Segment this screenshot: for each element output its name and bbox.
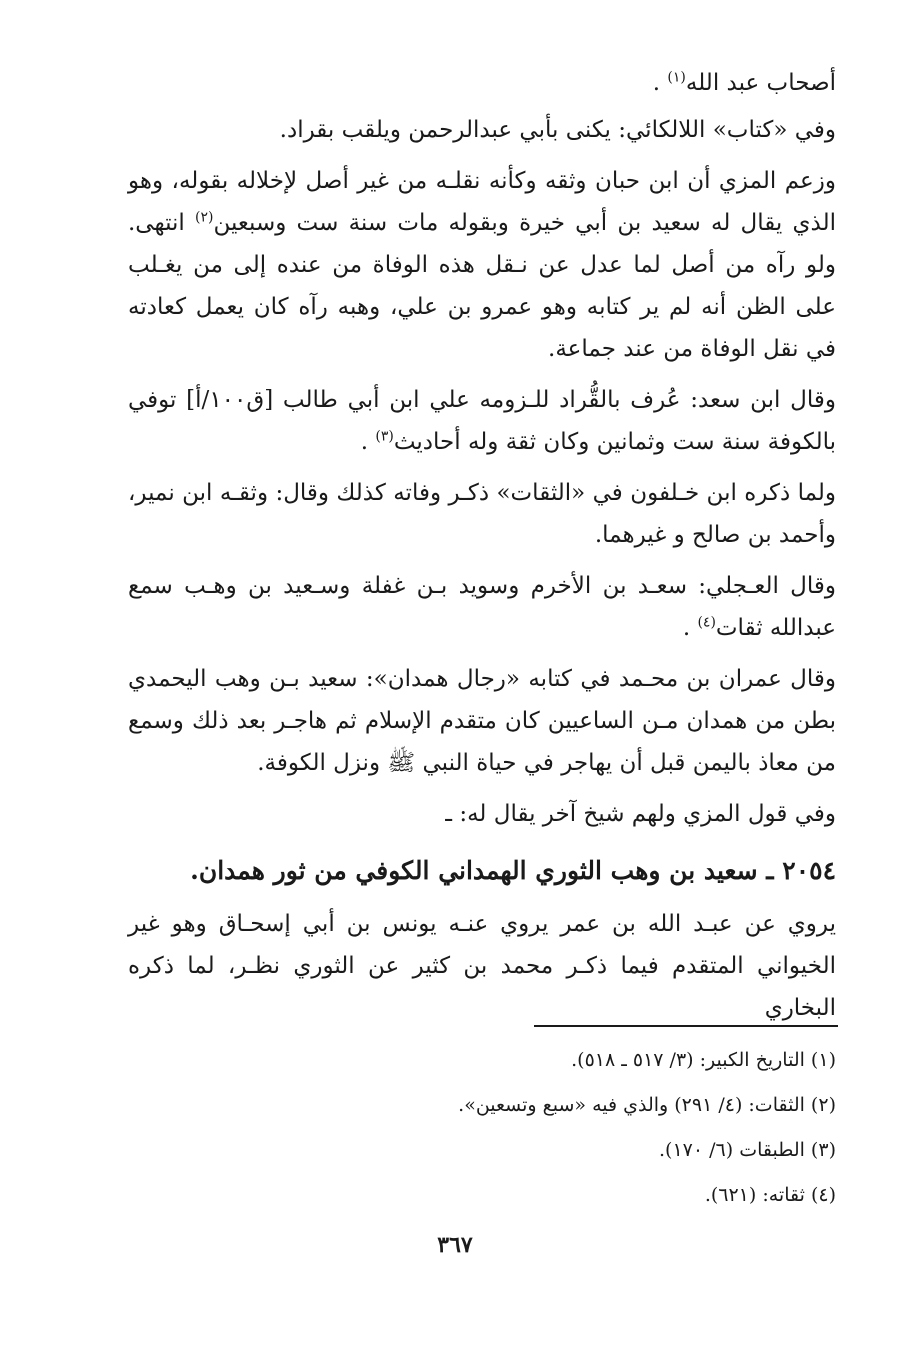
footnote-ref-1: (١) — [667, 69, 686, 86]
footnote-1: (١) التاريخ الكبير: (٣/ ٥١٧ ـ ٥١٨). — [571, 1049, 836, 1071]
entry-heading: ٢٠٥٤ ـ سعيد بن وهب الثوري الهمداني الكوفي من ثور همدان. — [190, 856, 836, 885]
footnote-4: (٤) ثقاته: (٦٢١). — [704, 1184, 836, 1206]
paragraph-6: وقال العـجلي: سعـد بن الأخرم وسويد بـن غفلة وسـعيد بن وهـب سمع عبدالله ثقات$^{(٤)}$ . — [128, 573, 836, 641]
main-text — [128, 62, 836, 1038]
paragraph-3: وزعم المزي أن ابن حبان وثقه وكأنه نقلـه من غير أصل لإخلاله بقوله، وهو الذي يقال له سعيد بن أبي خيرة وبقوله مات سنة ست وسبعين$^{(٢)}$ انتهى. ولو رآه من أصل لما عدل عن نـقل هذه الوفاة من عنده إلى من يغـلب على الظن أنه لم ير كتابه وهو عمرو بن علي، وهبه رآه كان يعمل كعادته في نقل الوفاة من عند جماعة. — [128, 168, 836, 362]
footnote-ref-2: (٢) — [195, 209, 214, 226]
footnote-divider — [534, 1025, 838, 1027]
footnote-3: (٣) الطبقات (٦/ ١٧٠). — [659, 1139, 836, 1161]
paragraph-5: ولما ذكره ابن خـلفون في «الثقات» ذكـر وفاته كذلك وقال: وثقـه ابن نمير، وأحمد بن صالح و غيرهما. — [128, 480, 836, 548]
page-number: ٣٦٧ — [437, 1232, 473, 1258]
footnotes — [136, 1038, 836, 1218]
footnote-ref-3: (٣) — [375, 428, 394, 445]
paragraph-8: وفي قول المزي ولهم شيخ آخر يقال له: ـ — [445, 801, 836, 827]
footnote-ref-4: (٤) — [697, 614, 716, 631]
paragraph-9: يروي عن عبـد الله بن عمر يروي عنـه يونس بن أبي إسحـاق وهو غير الخيواني المتقدم فيما ذكـر محمد بن كثير عن الثوري نظـر، لما ذكره البخاري — [128, 911, 836, 1021]
paragraph-1: أصحاب عبد الله$^{(١)}$ . — [652, 69, 836, 96]
paragraph-2: وفي «كتاب» اللالكائي: يكنى بأبي عبدالرحمن ويلقب بقراد. — [279, 117, 836, 143]
paragraph-4: وقال ابن سعد: عُرف بالقُّراد للـزومه علي ابن أبي طالب [ق١٠٠/أ] توفي بالكوفة سنة ست وثمانين وكان ثقة وله أحاديث$^{(٣)}$ . — [128, 387, 837, 455]
paragraph-7: وقال عمران بن محـمد في كتابه «رجال همدان»: سعيد بـن وهب اليحمدي بطن من همدان مـن الساعيين كان متقدم الإسلام ثم هاجـر بعد ذلك وسمع من معاذ باليمن قبل أن يهاجر في حياة النبي ﷺ ونزل الكوفة. — [128, 666, 836, 776]
footnote-2: (٢) الثقات: (٤/ ٢٩١) والذي فيه «سبع وتسعين». — [458, 1094, 836, 1116]
